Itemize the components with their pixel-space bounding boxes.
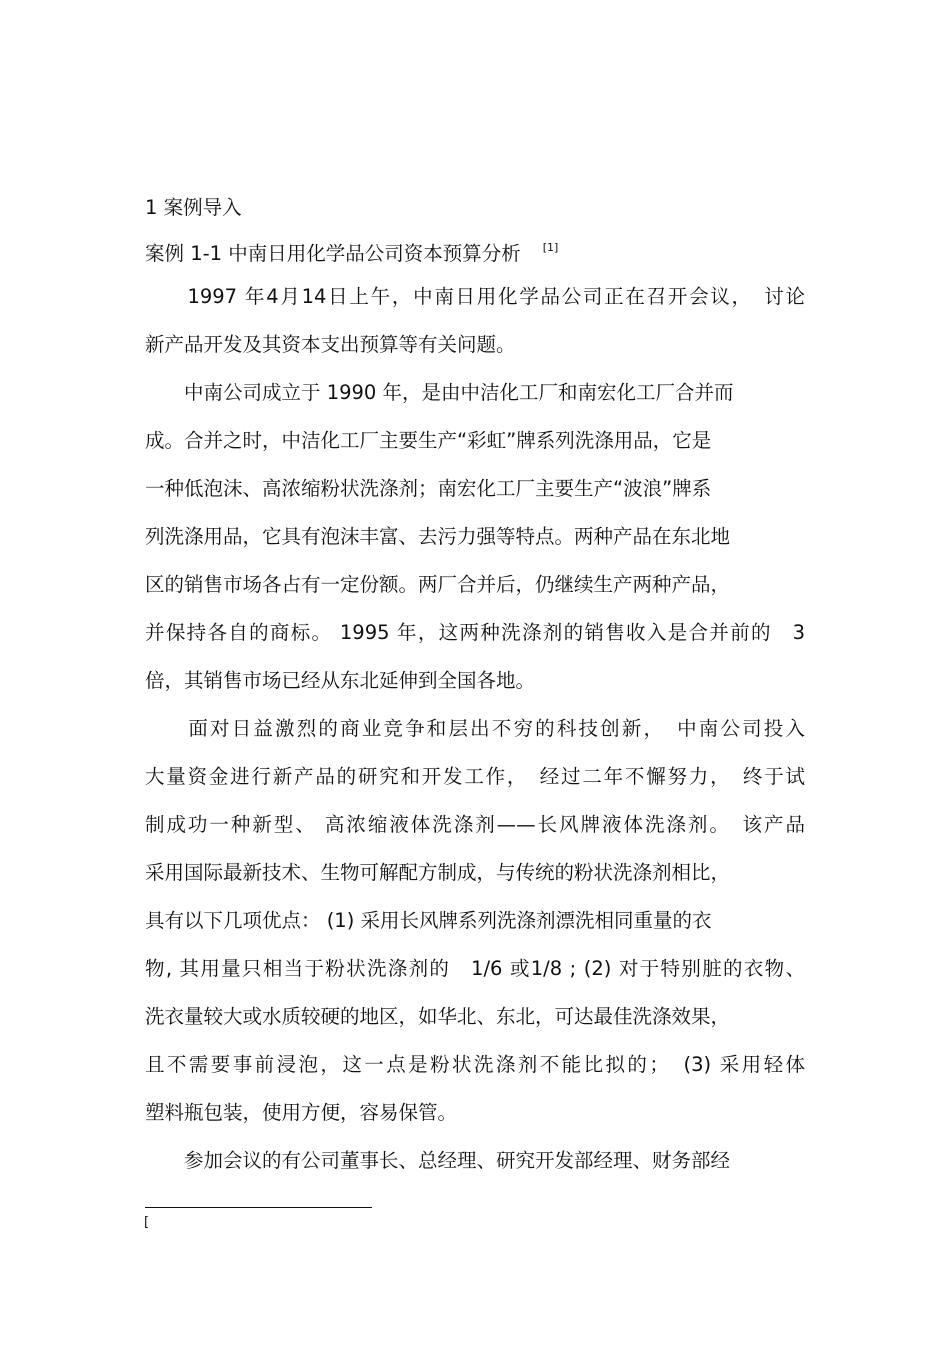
body-line: 塑料瓶包装，使用方便，容易保管。 [145, 1101, 458, 1124]
body-line: 区的销售市场各占有一定份额。两厂合并后，仍继续生产两种产品， [145, 573, 731, 596]
body-line: 采用国际最新技术、生物可解配方制成，与传统的粉状洗涤剂相比， [145, 861, 731, 884]
case-title [145, 236, 558, 266]
body-line: 列洗涤用品，它具有泡沫丰富、去污力强等特点。两种产品在东北地 [145, 525, 731, 548]
section-heading: 1 案例导入 [145, 196, 242, 219]
body-line: 倍，其销售市场已经从东北延伸到全国各地。 [145, 669, 536, 692]
footnote-text: [ [144, 1215, 150, 1230]
footnote-reference: [1] [542, 241, 559, 254]
body-line: 洗衣量较大或水质较硬的地区，如华北、东北，可达最佳洗涤效果， [145, 1005, 731, 1028]
body-line: 且不需要事前浸泡，这一点是粉状洗涤剂不能比拟的； (3) 采用轻体 [145, 1053, 805, 1076]
case-title-text: 案例 1-1 中南日用化学品公司资本预算分析 [145, 242, 521, 265]
body-line: 成。合并之时，中洁化工厂主要生产“彩虹”牌系列洗涤用品，它是 [145, 429, 712, 452]
body-line: 制成功一种新型、 高浓缩液体洗涤剂——长风牌液体洗涤剂。 该产品 [145, 813, 805, 836]
body-line: 面对日益激烈的商业竞争和层出不穷的科技创新， 中南公司投入 [145, 717, 805, 740]
body-line: 新产品开发及其资本支出预算等有关问题。 [145, 333, 516, 356]
body-line: 1997 年4月14日上午，中南日用化学品公司正在召开会议， 讨论 [145, 285, 805, 308]
body-line: 参加会议的有公司董事长、总经理、研究开发部经理、财务部经 [145, 1149, 731, 1172]
body-line: 具有以下几项优点： (1) 采用长风牌系列洗涤剂漂洗相同重量的衣 [145, 909, 712, 932]
footnote-divider [145, 1207, 372, 1208]
body-line: 中南公司成立于 1990 年，是由中洁化工厂和南宏化工厂合并而 [145, 381, 734, 404]
body-line: 一种低泡沫、高浓缩粉状洗涤剂；南宏化工厂主要生产“波浪”牌系 [145, 477, 712, 500]
body-line: 物, 其用量只相当于粉状洗涤剂的 1/6 或1/8 ; (2) 对于特别脏的衣物、 [145, 957, 805, 980]
body-line: 大量资金进行新产品的研究和开发工作， 经过二年不懈努力， 终于试 [145, 765, 805, 788]
body-line: 并保持各自的商标。 1995 年，这两种洗涤剂的销售收入是合并前的 3 [145, 621, 805, 644]
